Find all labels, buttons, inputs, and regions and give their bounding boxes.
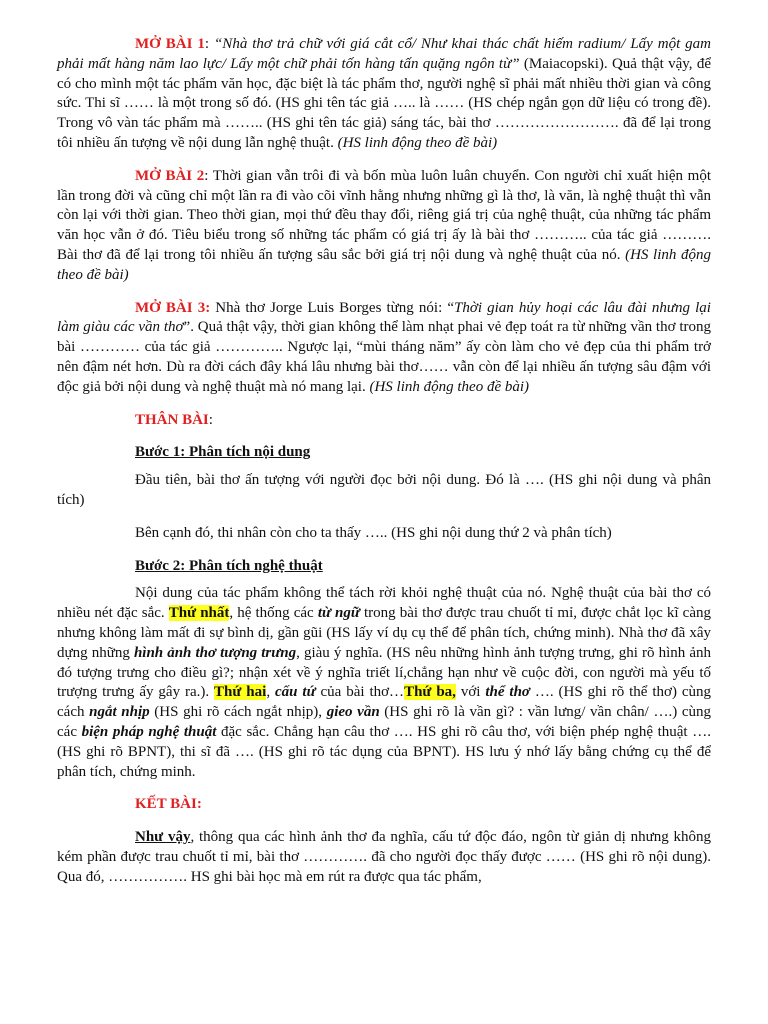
step-2-text-9: (HS ghi rõ cách ngắt nhịp), bbox=[149, 704, 327, 721]
term-gieo-van: gieo vần bbox=[326, 704, 380, 721]
mo-bai-1-heading: MỞ BÀI 1 bbox=[135, 36, 205, 52]
ket-bai-body: , thông qua các hình ảnh thơ đa nghĩa, cấu tứ độc đáo, ngôn từ giản dị nhưng không kém phần được trau chuốt tỉ mỉ, bài thơ …………. đã cho người đọc thấy được …… (HS ghi rõ nội dung). Qua đó, ……………. HS ghi bài học mà em rút ra được qua tác phẩm, bbox=[57, 829, 711, 885]
step-1-paragraph-1: Đầu tiên, bài thơ ấn tượng với người đọc bởi nội dung. Đó là …. (HS ghi nội dung và phân tích) bbox=[57, 472, 711, 508]
step-2-text-3: trong bài thơ được trau chuốt tỉ mỉ, được chắt lọc kĩ càng nhưng không làm mất đi sự bình dị, gần gũi (HS lấy ví dụ cụ thể để phân tích, chứng minh). Nhà thơ đã xây dựng những bbox=[57, 605, 711, 661]
highlight-thu-ba: Thứ ba, bbox=[404, 684, 456, 701]
mo-bai-3-quote: Thời gian hủy hoại các lâu đài nhưng lại làm giàu các vần thơ bbox=[57, 299, 711, 336]
highlight-thu-hai: Thứ hai bbox=[214, 684, 267, 701]
step-2-text-2: , hệ thống các bbox=[229, 605, 318, 622]
mo-bai-2-body: : Thời gian vẫn trôi đi và bốn mùa luôn luân chuyển. Con người chỉ xuất hiện một lần trong đời và cũng chỉ một lần ra đi vào cõi vĩnh hằng nhưng những gì là thơ, là văn, là nghệ thuật thì vẫn còn lại với thời gian. Theo thời gian, mọi thứ đều thay đổi, riêng giá trị của nghệ thuật, của những tác phẩm văn học vẫn ở đó. Tiêu biểu trong số những tác phẩm có giá trị ấy là bài thơ ……….. của tác giả ………. Bài thơ đã để lại trong tôi nhiều ấn tượng sâu sắc bởi giá trị nội dung và nghệ thuật của nó. bbox=[57, 167, 712, 263]
step-2-text-11: đặc sắc. Chẳng hạn câu thơ …. HS ghi rõ câu thơ, với biện phép nghệ thuật …. (HS ghi rõ BPNT), thi sĩ đã …. (HS ghi rõ tác dụng của BPNT). HS lưu ý nhớ lấy bằng chứng cụ thể để phân tích, chứng minh. bbox=[57, 723, 711, 780]
mo-bai-3-heading: MỞ BÀI 3: bbox=[135, 299, 211, 316]
step-1-paragraph-2: Bên cạnh đó, thi nhân còn cho ta thấy ….. (HS ghi nội dung thứ 2 và phân tích) bbox=[135, 524, 612, 541]
term-the-tho: thể thơ bbox=[485, 684, 530, 701]
step-1-title: Bước 1: Phân tích nội dung bbox=[135, 444, 311, 461]
mo-bai-1-colon: : bbox=[204, 36, 214, 52]
highlight-thu-nhat: Thứ nhất bbox=[168, 605, 230, 622]
step-2-text-7: với bbox=[455, 684, 486, 701]
mo-bai-3-paragraph bbox=[57, 299, 711, 398]
ket-bai-paragraph bbox=[57, 828, 711, 887]
step-2-text-6: của bài thơ… bbox=[315, 684, 405, 701]
term-ngat-nhip: ngắt nhịp bbox=[89, 704, 150, 721]
than-bai-heading: THÂN BÀI bbox=[135, 411, 209, 428]
step-2-text-8: …. (HS ghi rõ thể thơ) cùng cách bbox=[57, 684, 712, 721]
mo-bai-3-intro: Nhà thơ Jorge Luis Borges từng nói: “ bbox=[210, 299, 454, 316]
step-2-title-line bbox=[57, 557, 711, 577]
mo-bai-2-note: (HS linh động theo đề bài) bbox=[57, 246, 711, 283]
step-2-text-4: , giàu ý nghĩa. (HS nêu những hình ảnh tượng trưng, ghi rõ hình ảnh đó tượng trưng cho điều gì?; nhận xét về ý nghĩa triết lí,chẳng hạn như về cuộc đời, con người mà yếu tố trượng trưng ấy gây ra.). bbox=[57, 644, 711, 701]
ket-bai-heading: KẾT BÀI: bbox=[135, 796, 202, 813]
step-2-text-1: Nội dung của tác phẩm không thể tách rời khỏi nghệ thuật của nó. Nghệ thuật của bài thơ có nhiều nét đặc sắc. bbox=[57, 585, 711, 622]
mo-bai-1-paragraph bbox=[57, 35, 711, 154]
term-cau-tu: cấu tứ bbox=[275, 684, 316, 701]
mo-bai-3-body: ”. Quả thật vậy, thời gian không thể làm nhạt phai vẻ đẹp toát ra từ những vần thơ trong bài ………… của tác giả ………….. Ngược lại, “mùi tháng năm” ấy còn làm cho vẻ đẹp của thi phẩm trở nên đậm nét hơn. Dù ra đời cách đây khá lâu nhưng bài thơ…… vẫn còn để lại nhiều ấn tượng sâu đậm với độc giả bởi nội dung và nghệ thuật mà nó mang lại. bbox=[57, 319, 711, 395]
than-bai-colon: : bbox=[208, 411, 213, 428]
ket-bai-heading-line bbox=[57, 795, 711, 815]
term-tu-ngu: từ ngữ bbox=[317, 605, 360, 622]
mo-bai-1-note: (HS linh động theo đề bài) bbox=[337, 134, 498, 151]
step-2-title: Bước 2: Phân tích nghệ thuật bbox=[135, 557, 323, 574]
mo-bai-1-quote: “Nhà thơ trả chữ với giá cắt cổ/ Như khai thác chất hiếm radium/ Lấy một gam phải mất hàng năm lao lực/ Lấy một chữ phải tốn hàng tấn quặng ngôn từ” bbox=[57, 36, 712, 72]
step-1-title-line bbox=[57, 443, 711, 463]
mo-bai-1-body: (Maiacopski). Quả thật vậy, để có cho mình một tác phẩm văn học, đặc biệt là tác phẩm thơ, người nghệ sĩ phải mất nhiều thời gian và công sức. Thi sĩ …… là một trong số đó. (HS ghi tên tác giả ….. là …… (HS chép ngắn gọn dữ liệu có trong đề). Trong vô vàn tác phẩm mà …….. (HS ghi tên tác giả) sáng tác, bài thơ ……………………. đã để lại trong tôi nhiều ấn tượng về nội dung lẫn nghệ thuật. bbox=[57, 55, 711, 151]
step-2-text-10: (HS ghi rõ là vần gì? : vần lưng/ vần chân/ ….) cùng các bbox=[57, 704, 711, 740]
step-2-paragraph bbox=[57, 584, 711, 782]
term-hinh-anh: hình ảnh thơ tượng trưng bbox=[133, 644, 297, 661]
mo-bai-2-heading: MỞ BÀI 2 bbox=[135, 167, 205, 184]
ket-bai-lead: Như vậy bbox=[135, 829, 191, 846]
mo-bai-2-paragraph bbox=[57, 167, 711, 286]
than-bai-heading-line bbox=[57, 411, 711, 431]
term-bien-phap: biện pháp nghệ thuật bbox=[81, 723, 217, 740]
step-2-text-5: , bbox=[266, 684, 275, 701]
mo-bai-3-note: (HS linh động theo đề bài) bbox=[369, 378, 530, 395]
